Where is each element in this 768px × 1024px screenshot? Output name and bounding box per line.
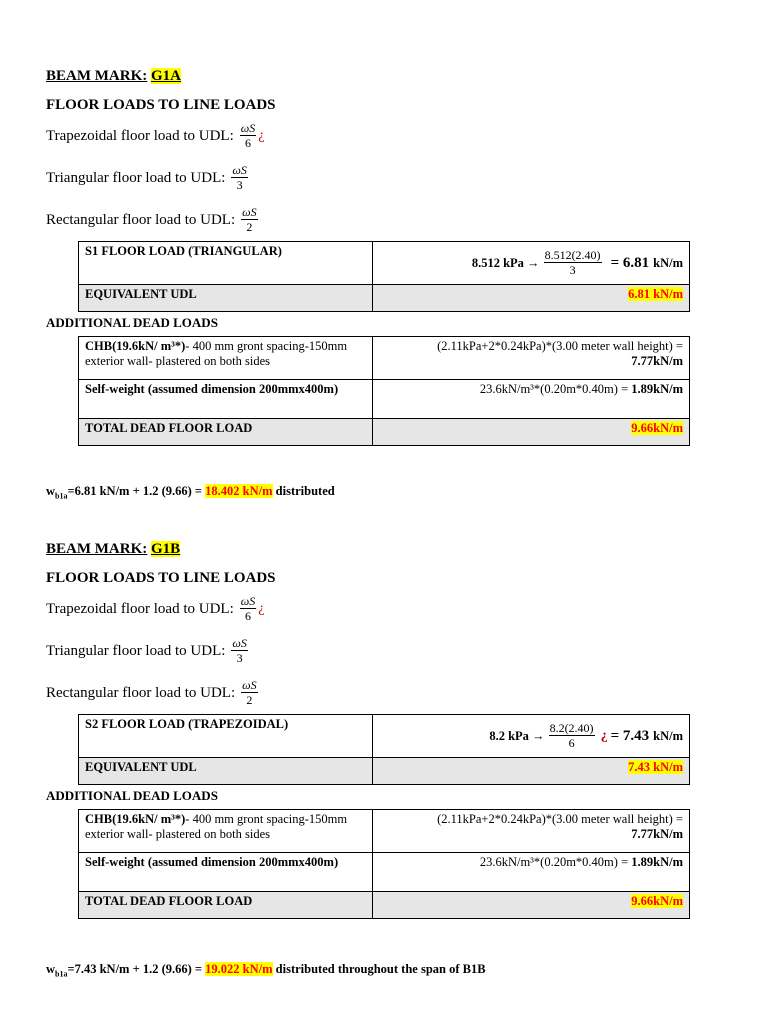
beam-mark [46, 539, 696, 559]
calc-prefix: 8.2 kPa → [489, 728, 545, 743]
floor-load-label: S1 FLOOR LOAD (TRIANGULAR) [79, 242, 373, 285]
formula-label: Trapezoidal floor load to UDL: [46, 600, 234, 617]
fraction [549, 722, 595, 750]
beam-mark-label: BEAM MARK: [46, 541, 148, 557]
calc-equals: = 6.81 [610, 254, 650, 271]
total-dead-label: TOTAL DEAD FLOOR LOAD [79, 892, 373, 919]
formula-label: Triangular floor load to UDL: [46, 642, 226, 659]
result-value: 18.402 kN/m [205, 484, 273, 498]
formula-trapezoidal [46, 588, 696, 630]
calc-unit: kN/m [653, 255, 683, 270]
table-row [79, 242, 690, 285]
floor-load-table [78, 714, 690, 785]
chb-label [79, 337, 373, 380]
fraction [231, 164, 247, 192]
udl-value: 7.43 kN/m [628, 760, 683, 774]
calc-unit: kN/m [653, 728, 683, 743]
formula-label: Rectangular floor load to UDL: [46, 684, 236, 701]
sw-value-bold: 1.89kN/m [631, 382, 683, 396]
beam-section-g1b [46, 539, 696, 979]
additional-title: ADDITIONAL DEAD LOADS [46, 315, 218, 330]
table-row [79, 285, 690, 312]
result-suffix: distributed [275, 484, 335, 498]
result-subscript: b1a [55, 969, 68, 979]
udl-label: EQUIVALENT UDL [79, 285, 373, 312]
fraction-numerator: ωS [242, 678, 257, 692]
self-weight-label: Self-weight (assumed dimension 200mmx400m) [79, 380, 373, 419]
table-row [79, 853, 690, 892]
fraction [240, 122, 256, 150]
chb-label [79, 810, 373, 853]
section-title: FLOOR LOADS TO LINE LOADS [46, 97, 276, 113]
sw-value-plain: 23.6kN/m³*(0.20m*0.40m) = [479, 855, 629, 869]
fraction-numerator: ωS [240, 121, 256, 135]
fraction-denominator: 3 [569, 263, 576, 277]
table-row [79, 419, 690, 446]
section-title: FLOOR LOADS TO LINE LOADS [46, 570, 276, 586]
result-w: w [46, 962, 56, 976]
chb-label-rest: - 400 mm gront spacing-150mm exterior wall- plastered on both sides [85, 339, 348, 368]
chb-value [373, 337, 690, 380]
formula-trapezoidal [46, 115, 696, 157]
fraction-numerator: 8.2(2.40) [549, 721, 594, 735]
floor-load-calc [373, 242, 690, 285]
table-row [79, 337, 690, 380]
chb-label-rest: - 400 mm gront spacing-150mm exterior wall- plastered on both sides [85, 812, 348, 841]
fraction-denominator: 6 [244, 609, 251, 623]
total-dead-value: 9.66kN/m [631, 421, 683, 435]
result-suffix: distributed throughout the span of B1B [275, 962, 486, 976]
chb-value-line1: (2.11kPa+2*0.24kPa)*(3.00 meter wall height) = [437, 339, 683, 353]
udl-value: 6.81 kN/m [628, 287, 683, 301]
fraction-denominator: 3 [236, 651, 243, 665]
sw-value-bold: 1.89kN/m [631, 855, 683, 869]
result-line [46, 484, 335, 501]
fraction-denominator: 3 [236, 178, 243, 192]
formula-label: Triangular floor load to UDL: [46, 169, 226, 186]
fraction-numerator: ωS [240, 594, 256, 608]
table-row [79, 380, 690, 419]
fraction-numerator: ωS [232, 163, 247, 177]
calc-prefix: 8.512 kPa → [471, 255, 540, 270]
floor-load-table [78, 241, 690, 312]
fraction-numerator: ωS [232, 636, 247, 650]
fraction [544, 249, 602, 277]
result-value: 19.022 kN/m [205, 962, 273, 976]
beam-mark-label: BEAM MARK: [46, 68, 148, 84]
formula-label: Trapezoidal floor load to UDL: [46, 127, 234, 144]
formula-suffix: ¿ [258, 128, 265, 143]
chb-value-line2: 7.77kN/m [631, 827, 683, 841]
udl-label: EQUIVALENT UDL [79, 758, 373, 785]
result-expression: =6.81 kN/m + 1.2 (9.66) = [67, 484, 203, 498]
table-row [79, 892, 690, 919]
formula-triangular [46, 157, 696, 199]
total-dead-value: 9.66kN/m [631, 894, 683, 908]
fraction-numerator: ωS [242, 205, 257, 219]
chb-value-line1: (2.11kPa+2*0.24kPa)*(3.00 meter wall height) = [437, 812, 683, 826]
formula-suffix: ¿ [258, 601, 265, 616]
formula-rectangular [46, 199, 696, 241]
formula-rectangular [46, 672, 696, 714]
beam-mark-code: G1B [151, 541, 181, 557]
fraction-denominator: 6 [568, 736, 575, 750]
formula-triangular [46, 630, 696, 672]
result-line [46, 962, 486, 979]
fraction-denominator: 2 [246, 220, 253, 234]
sw-value-plain: 23.6kN/m³*(0.20m*0.40m) = [479, 382, 629, 396]
calc-equals: = 7.43 [610, 727, 650, 744]
beam-mark-code: G1A [151, 68, 181, 84]
beam-section-g1a [46, 66, 696, 501]
fraction-denominator: 6 [244, 136, 251, 150]
fraction [240, 595, 256, 623]
additional-title: ADDITIONAL DEAD LOADS [46, 788, 218, 803]
beam-mark [46, 66, 696, 86]
table-row [79, 715, 690, 758]
self-weight-value [373, 380, 690, 419]
fraction-numerator: 8.512(2.40) [544, 248, 601, 262]
chb-label-bold: CHB(19.6kN/ m³*) [85, 812, 186, 826]
chb-label-bold: CHB(19.6kN/ m³*) [85, 339, 186, 353]
fraction [231, 637, 247, 665]
dead-load-table [78, 336, 690, 446]
table-row [79, 758, 690, 785]
table-row [79, 810, 690, 853]
self-weight-value [373, 853, 690, 892]
fraction [241, 679, 257, 707]
self-weight-label: Self-weight (assumed dimension 200mmx400m) [79, 853, 373, 892]
floor-load-calc [373, 715, 690, 758]
total-dead-label: TOTAL DEAD FLOOR LOAD [79, 419, 373, 446]
result-subscript: b1a [55, 491, 68, 501]
dead-load-table [78, 809, 690, 919]
calc-mid: ¿ [600, 728, 608, 743]
result-expression: =7.43 kN/m + 1.2 (9.66) = [67, 962, 203, 976]
result-w: w [46, 484, 56, 498]
chb-value [373, 810, 690, 853]
chb-value-line2: 7.77kN/m [631, 354, 683, 368]
fraction [241, 206, 257, 234]
fraction-denominator: 2 [246, 693, 253, 707]
floor-load-label: S2 FLOOR LOAD (TRAPEZOIDAL) [79, 715, 373, 758]
formula-label: Rectangular floor load to UDL: [46, 211, 236, 228]
